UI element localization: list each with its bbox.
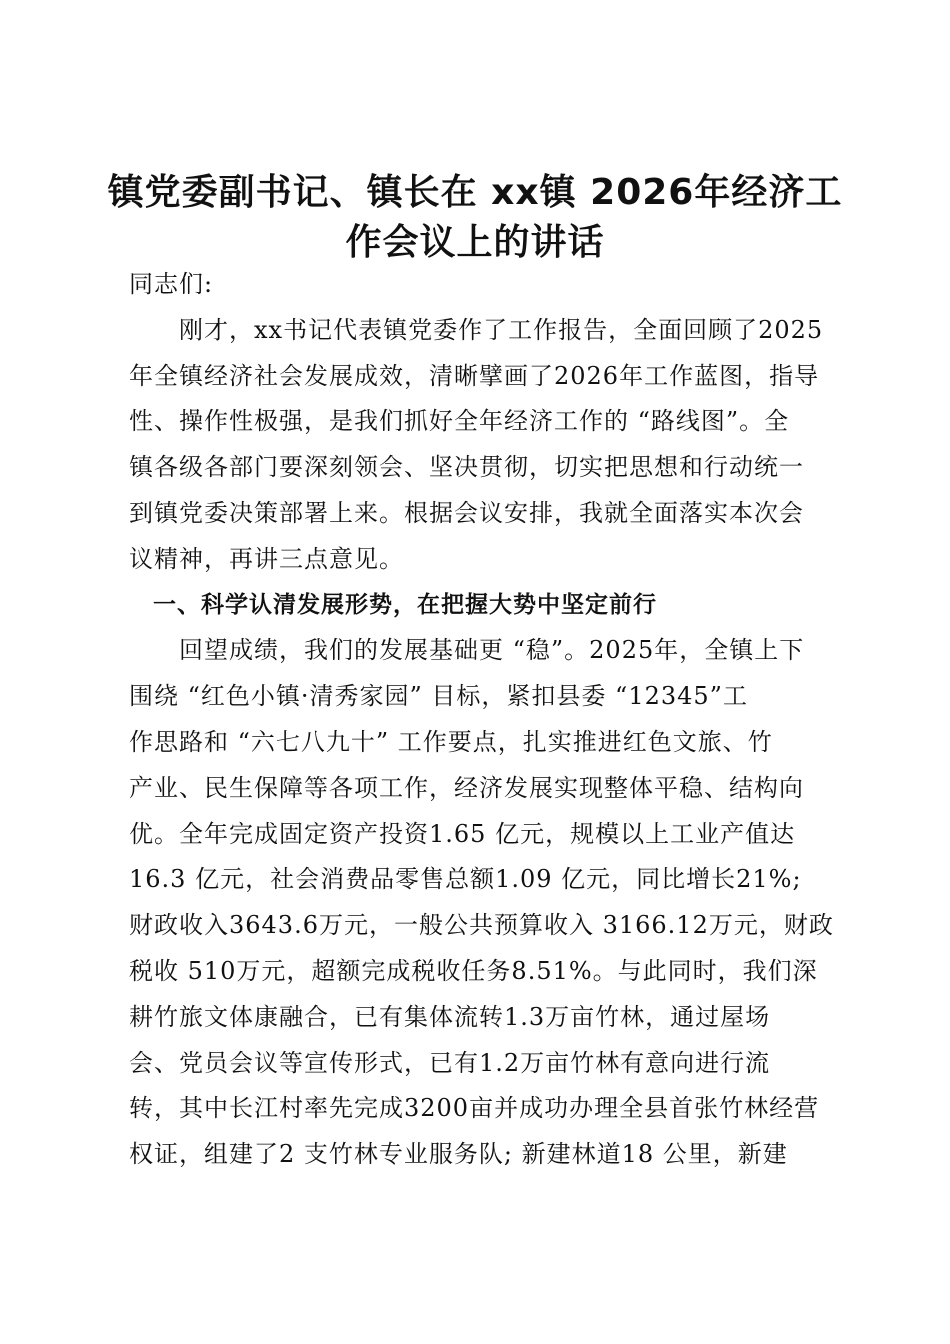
body-line: 产业、民生保障等各项工作，经济发展实现整体平稳、结构向 <box>129 773 804 802</box>
body-line: 到镇党委决策部署上来。根据会议安排，我就全面落实本次会 <box>129 498 804 527</box>
title-line-2: 作会议上的讲话 <box>345 222 605 263</box>
body-line: 耕竹旅文体康融合，已有集体流转1.3万亩竹林，通过屋场 <box>129 1002 771 1031</box>
body-line: 优。全年完成固定资产投资1.65 亿元，规模以上工业产值达 <box>129 819 796 848</box>
body-line: 作思路和 “六七八九十” 工作要点，扎实推进红色文旅、竹 <box>129 727 773 756</box>
body-line: 权证，组建了2 支竹林专业服务队; 新建林道18 公里，新建 <box>129 1140 788 1169</box>
section-heading: 一、科学认清发展形势，在把握大势中坚定前行 <box>129 591 657 618</box>
body-line: 税收 510万元，超额完成税收任务8.51%。与此同时，我们深 <box>129 956 818 985</box>
body-line: 转，其中长江村率先完成3200亩并成功办理全县首张竹林经营 <box>129 1094 820 1123</box>
document-body <box>129 262 834 1178</box>
body-line: 年全镇经济社会发展成效，清晰擘画了2026年工作蓝图，指导 <box>129 361 820 390</box>
title-line-1: 镇党委副书记、镇长在 xx镇 2026年经济工 <box>107 172 843 213</box>
body-line: 镇各级各部门要深刻领会、坚决贯彻，切实把思想和行动统一 <box>129 453 804 482</box>
document-title <box>100 168 850 268</box>
body-line: 围绕 “红色小镇·清秀家园” 目标，紧扣县委 “12345”工 <box>129 682 748 711</box>
body-line: 财政收入3643.6万元，一般公共预算收入 3166.12万元，财政 <box>129 911 834 940</box>
body-line: 会、党员会议等宣传形式，已有1.2万亩竹林有意向进行流 <box>129 1048 771 1077</box>
body-line: 回望成绩，我们的发展基础更 “稳”。2025年，全镇上下 <box>129 636 805 665</box>
body-line: 议精神，再讲三点意见。 <box>129 544 404 573</box>
body-line: 刚才，xx书记代表镇党委作了工作报告，全面回顾了2025 <box>129 315 824 344</box>
salutation: 同志们: <box>129 270 214 298</box>
body-line: 性、操作性极强，是我们抓好全年经济工作的 “路线图”。全 <box>129 407 790 436</box>
body-line: 16.3 亿元，社会消费品零售总额1.09 亿元，同比增长21%; <box>129 865 802 894</box>
